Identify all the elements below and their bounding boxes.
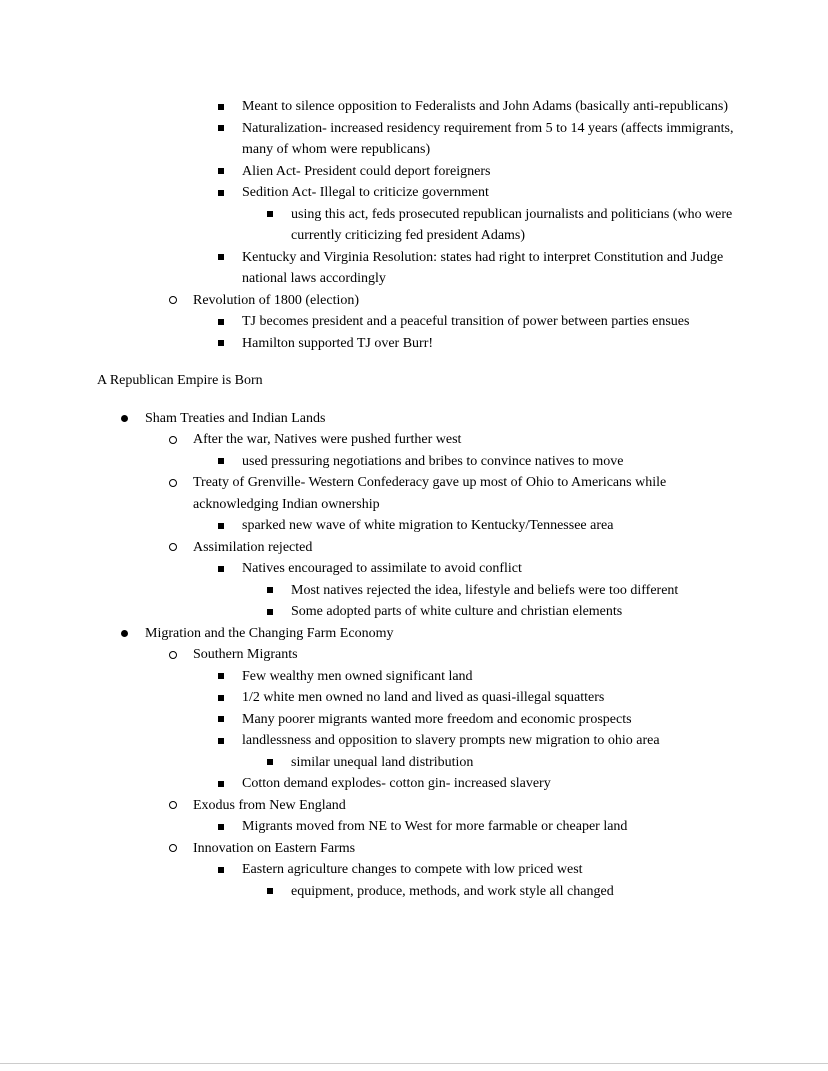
list-item xyxy=(218,515,736,537)
list-item-text: Some adopted parts of white culture and christian elements xyxy=(291,604,623,619)
list-item-text: Naturalization- increased residency requirement from 5 to 14 years (affects immigrants, many of whom were republicans) xyxy=(242,120,734,157)
square-bullet-icon xyxy=(218,687,242,709)
notes-list-bottom xyxy=(97,408,736,903)
list-item xyxy=(267,752,736,774)
square-bullet-icon xyxy=(218,666,242,688)
list-item xyxy=(218,96,736,118)
list-item-text: TJ becomes president and a peaceful transition of power between parties ensues xyxy=(242,314,690,329)
disc-bullet-icon xyxy=(121,408,145,430)
list-item xyxy=(218,247,736,290)
list-item xyxy=(218,451,736,473)
list-item xyxy=(169,838,736,860)
list-item xyxy=(218,730,736,752)
list-item-text: Meant to silence opposition to Federalists and John Adams (basically anti-republicans) xyxy=(242,99,729,114)
list-item-text: Migration and the Changing Farm Economy xyxy=(145,625,394,641)
list-item xyxy=(218,311,736,333)
list-item-text: Cotton demand explodes- cotton gin- increased slavery xyxy=(242,776,551,791)
circle-bullet-icon xyxy=(169,290,193,312)
square-bullet-icon xyxy=(218,451,242,473)
list-item-text: Kentucky and Virginia Resolution: states had right to interpret Constitution and Judge national laws accordingly xyxy=(242,249,724,286)
circle-bullet-icon xyxy=(169,429,193,451)
list-item xyxy=(121,408,736,430)
list-item-text: similar unequal land distribution xyxy=(291,754,474,770)
square-bullet-icon xyxy=(218,182,242,204)
square-bullet-icon xyxy=(218,247,242,269)
disc-bullet-icon xyxy=(121,623,145,645)
circle-bullet-icon xyxy=(169,644,193,666)
square-bullet-icon xyxy=(218,816,242,838)
list-item xyxy=(218,182,736,204)
circle-bullet-icon xyxy=(169,537,193,559)
square-bullet-icon xyxy=(267,580,291,602)
circle-bullet-icon xyxy=(169,795,193,817)
list-item-text: Hamilton supported TJ over Burr! xyxy=(242,335,434,351)
square-bullet-icon xyxy=(267,601,291,623)
list-item xyxy=(267,601,736,623)
list-item xyxy=(169,537,736,559)
list-item xyxy=(218,666,736,688)
list-item xyxy=(267,580,736,602)
square-bullet-icon xyxy=(267,881,291,903)
list-item-text: Southern Migrants xyxy=(193,647,298,662)
list-item-text: After the war, Natives were pushed further west xyxy=(193,432,462,447)
square-bullet-icon xyxy=(267,752,291,774)
list-item-text: Treaty of Grenville- Western Confederacy gave up most of Ohio to Americans while acknowledging Indian ownership xyxy=(193,475,667,512)
list-item-text: Innovation on Eastern Farms xyxy=(193,840,356,856)
section-heading: A Republican Empire is Born xyxy=(97,373,263,388)
circle-bullet-icon xyxy=(169,838,193,860)
list-item-text: Sedition Act- Illegal to criticize government xyxy=(242,185,489,200)
list-item xyxy=(218,118,736,161)
square-bullet-icon xyxy=(218,558,242,580)
list-item xyxy=(169,290,736,312)
notes-list-top xyxy=(97,96,736,354)
list-item-text: Few wealthy men owned significant land xyxy=(242,668,473,684)
list-item-text: Revolution of 1800 (election) xyxy=(193,292,360,308)
list-item-text: landlessness and opposition to slavery prompts new migration to ohio area xyxy=(242,733,660,748)
list-item-text: Most natives rejected the idea, lifestyle and beliefs were too different xyxy=(291,582,679,598)
list-item-text: sparked new wave of white migration to Kentucky/Tennessee area xyxy=(242,518,614,533)
list-item xyxy=(267,881,736,903)
square-bullet-icon xyxy=(218,161,242,183)
list-item xyxy=(218,859,736,881)
square-bullet-icon xyxy=(267,204,291,226)
list-item xyxy=(169,429,736,451)
list-item xyxy=(218,709,736,731)
square-bullet-icon xyxy=(218,773,242,795)
circle-bullet-icon xyxy=(169,472,193,494)
square-bullet-icon xyxy=(218,515,242,537)
square-bullet-icon xyxy=(218,730,242,752)
square-bullet-icon xyxy=(218,118,242,140)
list-item xyxy=(169,795,736,817)
list-item-text: used pressuring negotiations and bribes to convince natives to move xyxy=(242,453,624,469)
list-item xyxy=(218,816,736,838)
square-bullet-icon xyxy=(218,709,242,731)
page-boundary-line xyxy=(0,1063,828,1064)
list-item-text: equipment, produce, methods, and work style all changed xyxy=(291,883,614,899)
list-item-text: Many poorer migrants wanted more freedom and economic prospects xyxy=(242,711,632,727)
list-item xyxy=(218,333,736,355)
square-bullet-icon xyxy=(218,333,242,355)
list-item-text: using this act, feds prosecuted republican journalists and politicians (who were currently criticizing fed president Adams) xyxy=(291,206,733,243)
list-item-text: Eastern agriculture changes to compete with low priced west xyxy=(242,862,583,877)
list-item xyxy=(218,161,736,183)
list-item xyxy=(218,558,736,580)
list-item-text: Migrants moved from NE to West for more farmable or cheaper land xyxy=(242,819,628,834)
list-item-text: Sham Treaties and Indian Lands xyxy=(145,410,326,426)
square-bullet-icon xyxy=(218,859,242,881)
list-item-text: Alien Act- President could deport foreigners xyxy=(242,163,491,179)
square-bullet-icon xyxy=(218,96,242,118)
list-item-text: Exodus from New England xyxy=(193,797,346,813)
list-item xyxy=(267,204,736,247)
list-item-text: Assimilation rejected xyxy=(193,539,313,555)
list-item-text: 1/2 white men owned no land and lived as quasi-illegal squatters xyxy=(242,690,605,705)
list-item xyxy=(218,687,736,709)
list-item xyxy=(169,472,736,515)
list-item xyxy=(121,623,736,645)
list-item xyxy=(169,644,736,666)
list-item-text: Natives encouraged to assimilate to avoid conflict xyxy=(242,561,522,576)
square-bullet-icon xyxy=(218,311,242,333)
list-item xyxy=(218,773,736,795)
